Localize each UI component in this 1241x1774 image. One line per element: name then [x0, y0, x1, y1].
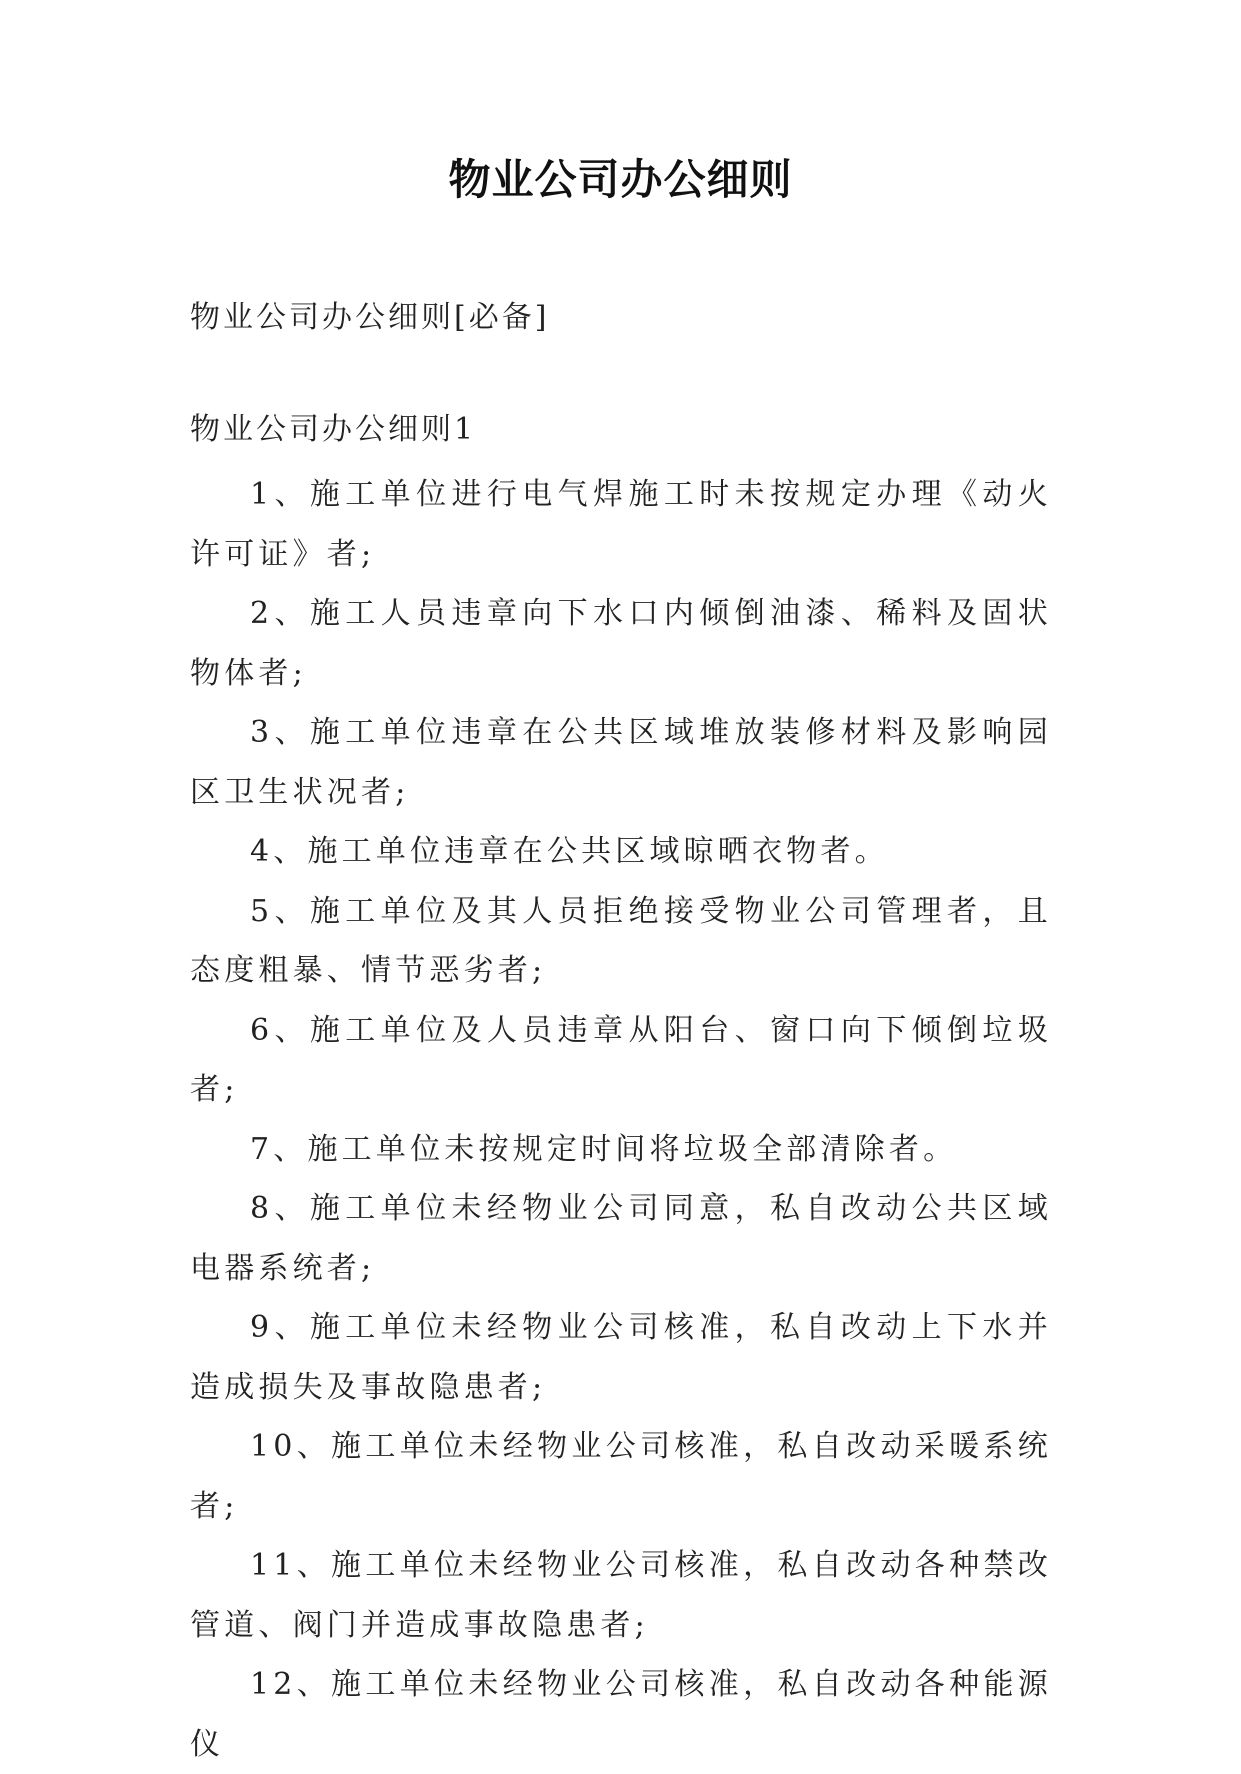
rule-item: 6、施工单位及人员违章从阳台、窗口向下倾倒垃圾者;	[190, 1012, 1052, 1107]
rule-item: 11、施工单位未经物业公司核准，私自改动各种禁改管道、阀门并造成事故隐患者;	[190, 1548, 1052, 1643]
rule-item: 5、施工单位及其人员拒绝接受物业公司管理者，且态度粗暴、情节恶劣者;	[190, 893, 1052, 988]
rules-list	[190, 465, 1052, 1774]
document-subtitle: 物业公司办公细则[必备]	[190, 300, 550, 335]
rule-item: 1、施工单位进行电气焊施工时未按规定办理《动火许可证》者;	[190, 477, 1052, 572]
rule-item: 12、施工单位未经物业公司核准，私自改动各种能源仪	[190, 1667, 1052, 1762]
rule-item: 9、施工单位未经物业公司核准，私自改动上下水并造成损失及事故隐患者;	[190, 1310, 1052, 1405]
rule-item: 8、施工单位未经物业公司同意，私自改动公共区域电器系统者;	[190, 1191, 1052, 1286]
document-title: 物业公司办公细则	[448, 155, 793, 204]
rule-item: 2、施工人员违章向下水口内倾倒油漆、稀料及固状物体者;	[190, 596, 1052, 691]
rule-item: 10、施工单位未经物业公司核准，私自改动采暖系统者;	[190, 1429, 1052, 1524]
rule-item: 4、施工单位违章在公共区域晾晒衣物者。	[250, 834, 889, 869]
rule-item: 7、施工单位未按规定时间将垃圾全部清除者。	[250, 1131, 958, 1167]
rule-item: 3、施工单位违章在公共区域堆放装修材料及影响园区卫生状况者;	[190, 715, 1052, 810]
section-heading: 物业公司办公细则1	[190, 412, 477, 447]
